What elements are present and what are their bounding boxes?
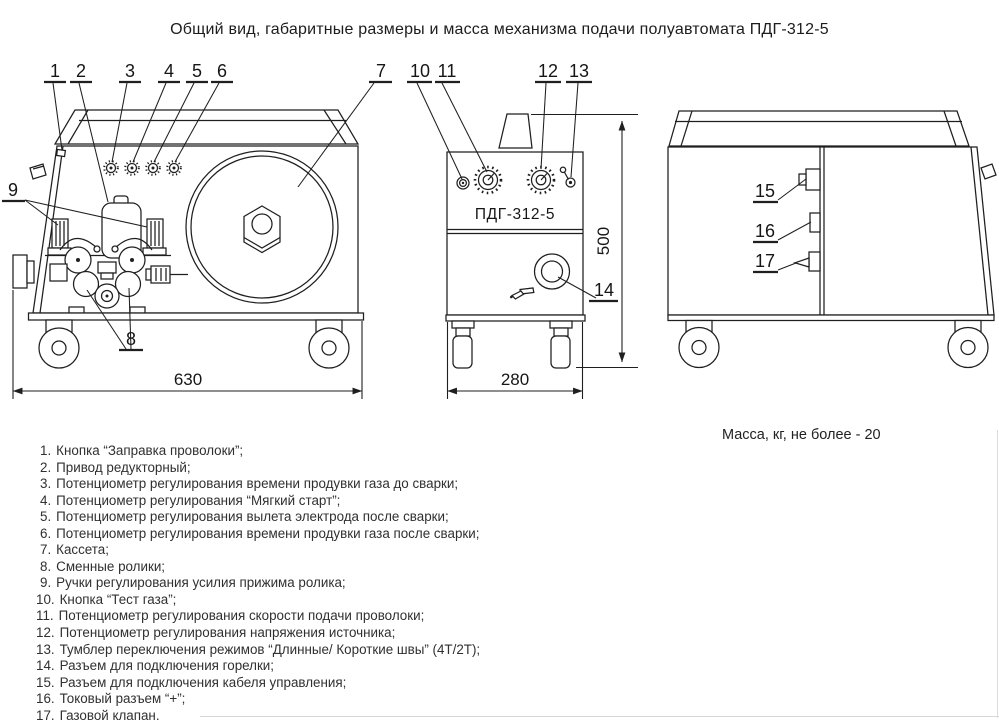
legend-item: [0, 476, 660, 493]
callout-11: 11: [437, 61, 457, 81]
legend-item-number: 4.: [40, 492, 52, 508]
callout-16: 16: [754, 221, 776, 241]
legend-item-text: Привод редукторный;: [56, 459, 191, 475]
wire-inlet: [13, 255, 27, 288]
callout-15: 15: [754, 181, 776, 201]
legend-item-number: 1.: [40, 443, 52, 458]
legend-item-number: 9.: [40, 575, 52, 591]
front-caster-right: [550, 321, 572, 368]
inch-wire-button: [57, 149, 66, 156]
callout-12: 12: [537, 61, 559, 81]
legend-item-number: 7.: [40, 542, 52, 558]
legend-item-text: Газовой клапан.: [59, 707, 160, 723]
legend-item-text: Тумблер переключения режимов “Длинные/ Короткие швы” (4Т/2Т);: [59, 641, 481, 657]
callout-8: 8: [125, 329, 137, 349]
legend-item-number: 16.: [36, 691, 55, 707]
callout-1: 1: [49, 61, 61, 81]
caster-right-2: [948, 321, 988, 368]
callout-6: 6: [216, 61, 228, 81]
legend-item-number: 8.: [40, 558, 52, 574]
legend-item-number: 12.: [36, 625, 55, 641]
front-view: [446, 114, 585, 368]
legend-item-text: Ручки регулирования усилия прижима ролика;: [56, 575, 346, 591]
legend-item: [0, 509, 660, 526]
handle-strip-right: [669, 111, 969, 146]
legend-item-text: Кассета;: [56, 542, 109, 558]
drawing-title: Общий вид, габаритные размеры и масса механизма подачи полуавтомата ПДГ-312-5: [170, 21, 829, 38]
current-connector: [810, 213, 820, 232]
handle-top: [499, 114, 532, 148]
legend-item-number: 2.: [40, 459, 52, 475]
legend-item-text: Кнопка “Тест газа”;: [59, 591, 177, 607]
callout-5: 5: [191, 61, 203, 81]
pressure-knob-left: [48, 219, 71, 255]
legend-item-text: Потенциометр регулирования напряжения источника;: [59, 625, 396, 641]
legend-item-text: Разъем для подключения кабеля управления;: [59, 674, 347, 690]
legend-item: [0, 542, 660, 559]
legend-item: [0, 675, 660, 692]
legend-item-text: Потенциометр регулирования времени продувки газа до сварки;: [56, 476, 459, 492]
scan-edge-bottom: [200, 716, 999, 717]
legend-item: [0, 608, 660, 625]
legend-item: [0, 625, 660, 642]
callout-4: 4: [163, 61, 175, 81]
slope-clamp-right: [981, 164, 996, 179]
legend-item-text: Кнопка “Заправка проволоки”;: [56, 443, 244, 458]
legend-item-text: Потенциометр регулирования “Мягкий старт”;: [56, 492, 341, 508]
legend-item-text: Потенциометр регулирования вылета электрода после сварки;: [56, 509, 449, 525]
spool-cassette: [186, 151, 338, 303]
handle-strip: [55, 110, 358, 144]
callout-14: 14: [593, 280, 615, 300]
caster-left-2: [679, 321, 719, 368]
wire-speed-knob: [475, 167, 501, 193]
torch-connector: [535, 254, 570, 289]
legend-item-number: 3.: [40, 476, 52, 492]
front-caster-left: [452, 321, 474, 368]
side-view-left: [13, 110, 364, 368]
legend-item-number: 14.: [36, 658, 55, 674]
legend-item-text: Потенциометр регулирования времени продувки газа после сварки;: [56, 525, 480, 541]
legend-item-number: 15.: [36, 674, 55, 690]
legend-item: [0, 460, 660, 477]
gas-test-button: [457, 177, 469, 189]
legend-item-number: 10.: [36, 591, 55, 607]
side-view-right: [668, 111, 996, 368]
callout-10: 10: [409, 61, 431, 81]
feed-roller-right: [116, 272, 141, 297]
legend-item: [0, 658, 660, 675]
legend-item: [0, 443, 660, 460]
feed-roller-left: [74, 272, 99, 297]
callout-2: 2: [75, 61, 87, 81]
callout-17: 17: [754, 251, 776, 271]
voltage-knob: [528, 167, 554, 193]
legend-item-number: 13.: [36, 641, 55, 657]
caster-left: [39, 320, 79, 368]
callout-13: 13: [568, 61, 590, 81]
legend-item: [0, 592, 660, 609]
dim-height-label: 500: [594, 226, 613, 256]
callout-9: 9: [7, 180, 19, 200]
dim-front-width-label: 280: [500, 370, 530, 389]
legend-item-text: Сменные ролики;: [56, 558, 166, 574]
callout-3: 3: [124, 61, 136, 81]
caster-right: [309, 320, 349, 368]
feeder-body-right: [668, 147, 994, 315]
base-plate: [29, 313, 364, 320]
legend-item-number: 6.: [40, 525, 52, 541]
legend-item: [0, 642, 660, 659]
pressure-knob-right: [143, 219, 166, 255]
legend-item: [0, 559, 660, 576]
dim-side-width-label: 630: [173, 370, 203, 389]
legend-item: [0, 691, 660, 708]
mass-note: Масса, кг, не более - 20: [722, 427, 881, 443]
legend-item-number: 5.: [40, 509, 52, 525]
legend-item-text: Разъем для подключения горелки;: [59, 658, 275, 674]
legend-item-text: Потенциометр регулирования скорости подачи проволоки;: [58, 608, 425, 624]
legend-item: [0, 526, 660, 543]
legend-item-text: Токовый разъем “+”;: [59, 691, 186, 707]
scan-edge-right: [997, 430, 998, 718]
legend-list: [0, 443, 660, 724]
legend-item: [0, 575, 660, 592]
legend-item: [0, 493, 660, 510]
model-label: ПДГ-312-5: [474, 206, 556, 223]
legend-item-number: 17.: [36, 707, 55, 723]
legend-item-number: 11.: [36, 608, 54, 624]
callout-7: 7: [375, 61, 387, 81]
